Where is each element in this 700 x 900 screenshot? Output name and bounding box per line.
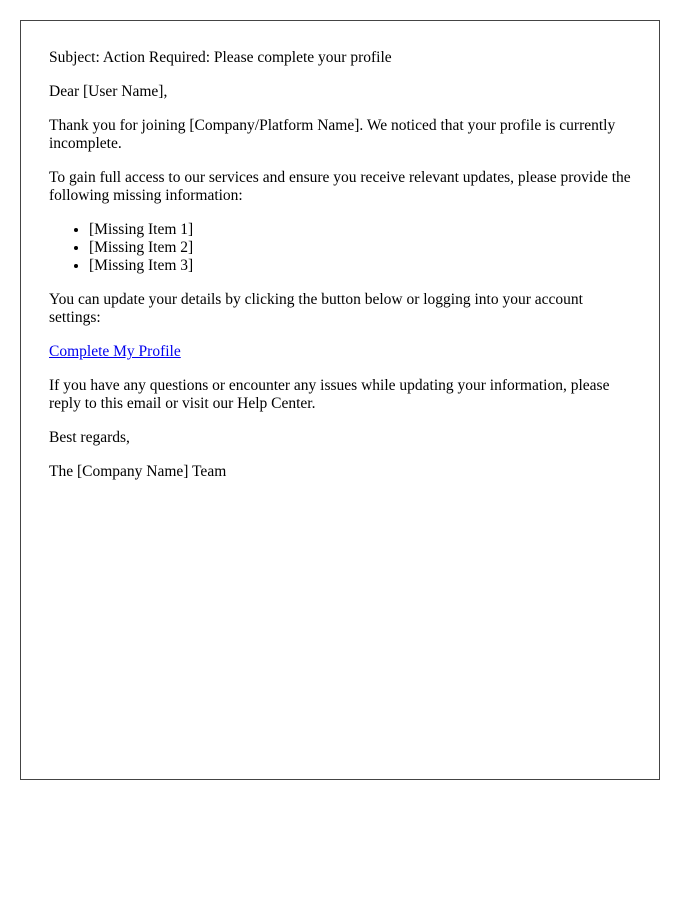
email-closing: Best regards, [49,429,130,446]
missing-item: • [Missing Item 1] [89,221,631,239]
email-subject: Subject: Action Required: Please complete your profile [49,49,392,66]
email-greeting: Dear [User Name], [49,83,168,100]
email-update-instructions: You can update your details by clicking the button below or logging into your account settings: [49,291,583,326]
email-signature: The [Company Name] Team [49,463,227,480]
missing-items-list [49,221,631,275]
email-intro-paragraph: Thank you for joining [Company/Platform Name]. We noticed that your profile is currently incomplete. [49,117,616,152]
cta-paragraph [49,343,631,361]
complete-profile-link[interactable]: Complete My Profile [49,343,181,360]
email-letter [20,20,660,780]
missing-item: • [Missing Item 2] [89,239,631,257]
missing-item: • [Missing Item 3] [89,257,631,275]
email-request-paragraph: To gain full access to our services and ensure you receive relevant updates, please provide the following missing information: [49,169,631,204]
email-help-paragraph: If you have any questions or encounter any issues while updating your information, please reply to this email or visit our Help Center. [49,377,610,412]
